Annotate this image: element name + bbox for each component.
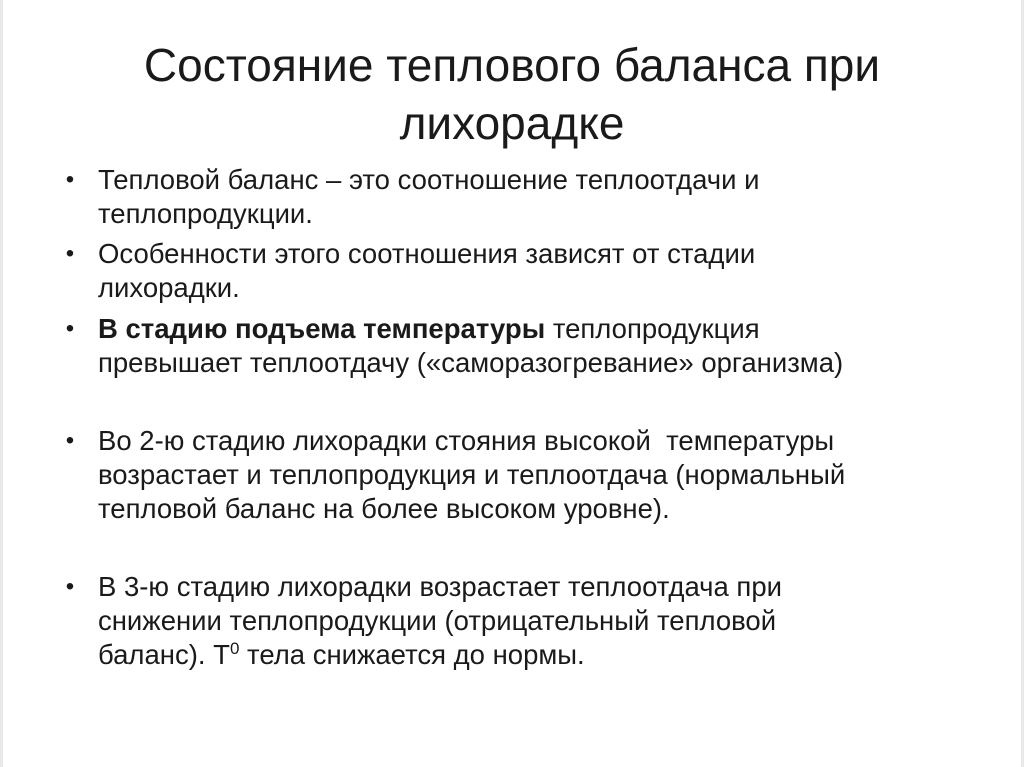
bullet-item-4: [60, 424, 970, 526]
slide-title-line-2: лихорадке: [399, 97, 625, 149]
bullet-list: [60, 163, 970, 672]
bullet-3-line-2: превышает теплоотдачу («саморазогревание» организма): [98, 347, 844, 378]
bullet-5-line-3-end: тела снижается до нормы.: [239, 639, 585, 670]
bullet-marker: •: [65, 427, 75, 454]
bullet-5-line-1: В 3-ю стадию лихорадки возрастает теплоотдача при: [98, 571, 782, 602]
bullet-3-bold-phrase: В стадию подъема температуры: [98, 313, 546, 344]
slide-title-line-1: Состояние теплового баланса при: [143, 39, 881, 91]
bullet-2-line-2: лихорадки.: [98, 272, 240, 303]
bullet-marker: •: [65, 315, 75, 342]
bullet-marker: •: [65, 573, 75, 600]
bullet-1-line-1: Тепловой баланс – это соотношение теплоотдачи и: [98, 164, 760, 195]
bullet-1-line-2: теплопродукции.: [98, 198, 313, 229]
bullet-4-line-1: Во 2-ю стадию лихорадки стояния высокой температуры: [98, 425, 835, 456]
bullet-item-5: [60, 570, 970, 672]
bullet-5-line-3: [98, 638, 970, 672]
bullet-item-2: [60, 237, 970, 305]
left-edge-shade: [0, 0, 3, 767]
bullet-marker: •: [65, 240, 75, 267]
bullet-2-line-1: Особенности этого соотношения зависят от стадии: [98, 238, 756, 269]
bullet-4-line-3: тепловой баланс на более высоком уровне).: [98, 493, 670, 524]
bullet-4-line-2: возрастает и теплопродукция и теплоотдача (нормальный: [98, 459, 846, 490]
bullet-marker: •: [65, 166, 75, 193]
bullet-3-line-1-rest: теплопродукция: [545, 313, 760, 344]
bullet-5-line-3-start: баланс). Т: [98, 639, 230, 670]
degree-superscript: 0: [229, 638, 240, 658]
bullet-5-line-2: снижении теплопродукции (отрицательный тепловой: [98, 605, 777, 636]
slide-title: [60, 36, 964, 152]
bullet-3-line-1: [98, 312, 970, 346]
bullet-item-1: [60, 163, 970, 231]
bullet-item-3: [60, 312, 970, 380]
